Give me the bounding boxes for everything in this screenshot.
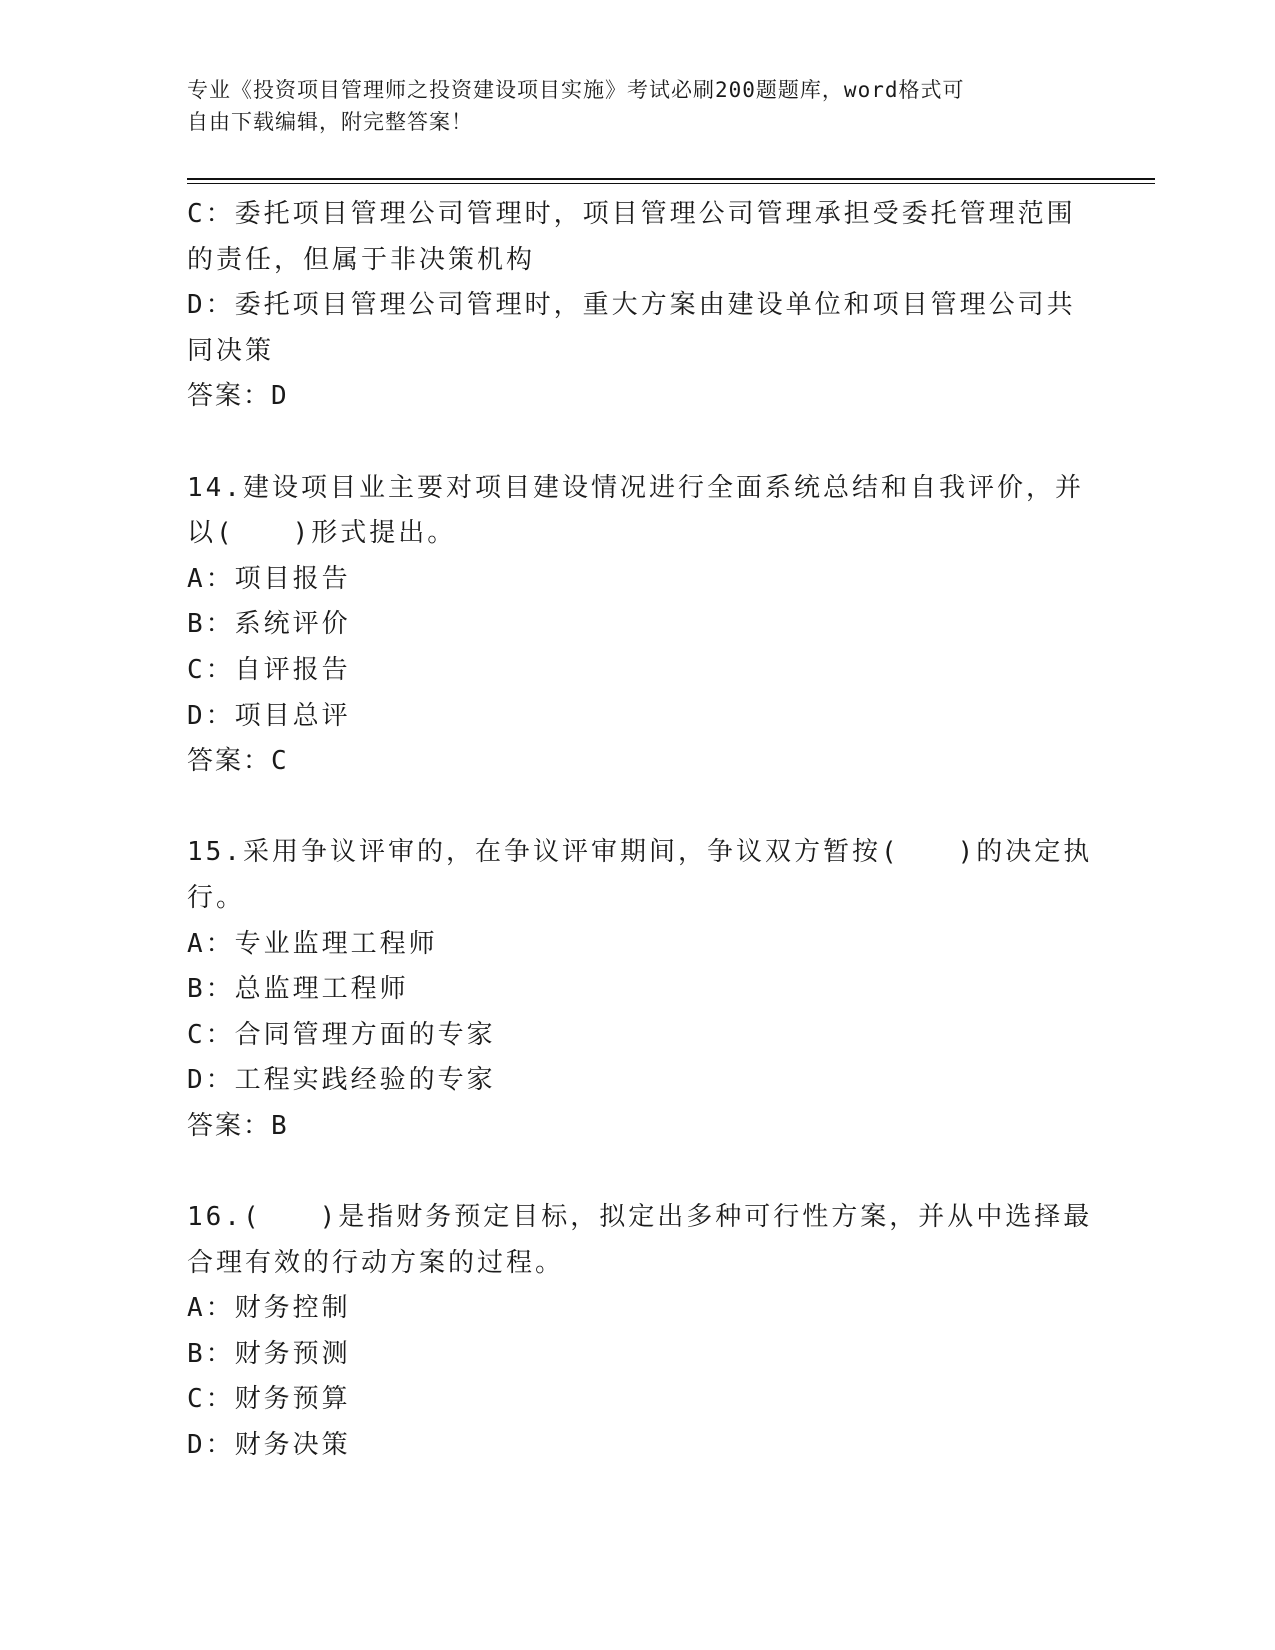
option-d: D：工程实践经验的专家 [187, 1065, 496, 1096]
question-stem: 15.采用争议评审的，在争议评审期间，争议双方暂按( )的决定执 [187, 837, 1093, 868]
option-a: A：财务控制 [187, 1293, 351, 1324]
header-subtitle-line: 自由下载编辑，附完整答案！ [187, 110, 473, 134]
document-header [187, 74, 1067, 138]
spacer [187, 1149, 1087, 1195]
spacer [187, 785, 1087, 831]
question-stem-cont: 合理有效的行动方案的过程。 [187, 1247, 565, 1278]
question-15 [187, 830, 1093, 1149]
question-stem-cont: 行。 [187, 882, 246, 913]
option-c: C：自评报告 [187, 654, 351, 685]
option-d: D：项目总评 [187, 700, 351, 731]
answer-line: 答案：D [187, 381, 289, 412]
option-d: D：财务决策 [187, 1430, 351, 1461]
spacer [187, 420, 1087, 466]
question-stem: 14.建设项目业主要对项目建设情况进行全面系统总结和自我评价，并 [187, 472, 1084, 503]
header-divider-thin [187, 183, 1155, 184]
option-a: A：专业监理工程师 [187, 928, 438, 959]
option-a: A：项目报告 [187, 563, 351, 594]
header-title-line: 专业《投资项目管理师之投资建设项目实施》考试必刷200题题库，word格式可 [187, 78, 965, 102]
question-13-tail [187, 192, 1087, 420]
question-stem: 16.( )是指财务预定目标，拟定出多种可行性方案，并从中选择最 [187, 1202, 1093, 1233]
option-c: C：财务预算 [187, 1384, 351, 1415]
question-list [187, 192, 1093, 1469]
option-d-line: D：委托项目管理公司管理时，重大方案由建设单位和项目管理公司共 [187, 290, 1076, 321]
question-14 [187, 466, 1087, 785]
option-c-line: C：委托项目管理公司管理时，项目管理公司管理承担受委托管理范围 [187, 199, 1076, 229]
answer-line: 答案：B [187, 1110, 289, 1141]
option-b: B：财务预测 [187, 1338, 351, 1369]
option-b: B：系统评价 [187, 609, 351, 640]
question-stem-cont: 以( )形式提出。 [187, 518, 457, 549]
question-16 [187, 1195, 1093, 1469]
option-d-line-cont: 同决策 [187, 335, 275, 366]
option-c: C：合同管理方面的专家 [187, 1019, 496, 1050]
answer-line: 答案：C [187, 746, 289, 777]
option-b: B：总监理工程师 [187, 974, 409, 1005]
option-c-line-cont: 的责任，但属于非决策机构 [187, 244, 536, 275]
header-divider-thick [187, 178, 1155, 180]
